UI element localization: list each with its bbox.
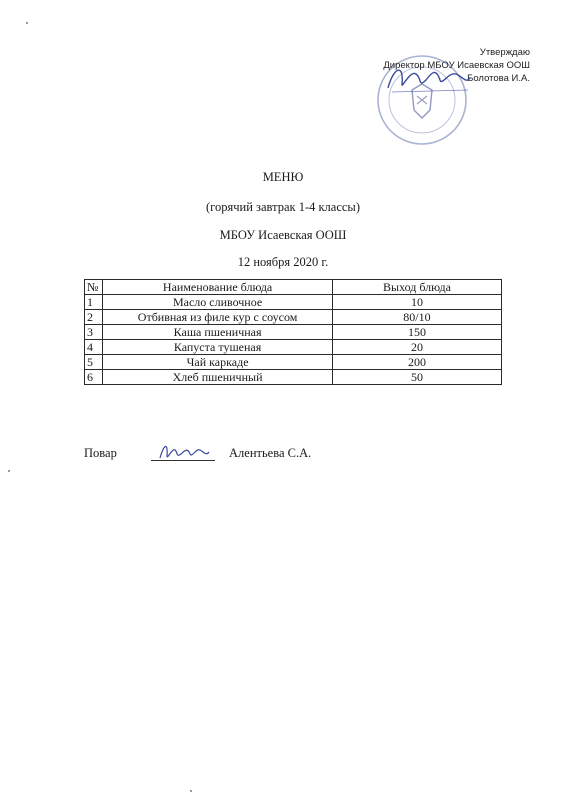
dish-output: 10	[332, 295, 501, 310]
row-number: 1	[85, 295, 103, 310]
dish-name: Чай каркаде	[103, 355, 333, 370]
table-row	[85, 370, 502, 385]
director-signature	[382, 58, 472, 98]
dish-output: 50	[332, 370, 501, 385]
menu-title: МЕНЮ	[262, 170, 304, 184]
dish-output: 150	[332, 325, 501, 340]
dish-name: Каша пшеничная	[103, 325, 333, 340]
table-row	[85, 310, 502, 325]
dish-output: 20	[332, 340, 501, 355]
cook-label: Повар	[84, 446, 117, 460]
cook-signature	[158, 440, 210, 462]
table-row	[85, 295, 502, 310]
dish-output: 200	[332, 355, 501, 370]
row-number: 5	[85, 355, 103, 370]
row-number: 3	[85, 325, 103, 340]
table-row	[85, 340, 502, 355]
dish-name: Масло сливочное	[103, 295, 333, 310]
scan-speck	[190, 790, 192, 792]
row-number: 2	[85, 310, 103, 325]
menu-subtitle: (горячий завтрак 1-4 классы)	[205, 200, 360, 214]
row-number: 4	[85, 340, 103, 355]
school-name: МБОУ Исаевская ООШ	[219, 228, 347, 242]
scan-speck	[26, 22, 28, 24]
signature-line	[151, 460, 215, 461]
column-header-number: №	[85, 280, 103, 295]
table-row	[85, 325, 502, 340]
table-header-row	[85, 280, 502, 295]
menu-table	[84, 279, 502, 385]
cook-name: Алентьева С.А.	[229, 446, 312, 460]
scan-speck	[8, 470, 10, 472]
menu-date: 12 ноября 2020 г.	[237, 255, 329, 269]
column-header-dish: Наименование блюда	[103, 280, 333, 295]
approval-line-name: Болотова И.А.	[467, 73, 530, 84]
table-row	[85, 355, 502, 370]
approval-line-position: Директор МБОУ Исаевская ООШ	[383, 60, 530, 71]
column-header-output: Выход блюда	[332, 280, 501, 295]
dish-name: Отбивная из филе кур с соусом	[103, 310, 333, 325]
approval-line-approve: Утверждаю	[479, 47, 530, 58]
row-number: 6	[85, 370, 103, 385]
dish-output: 80/10	[332, 310, 501, 325]
dish-name: Хлеб пшеничный	[103, 370, 333, 385]
dish-name: Капуста тушеная	[103, 340, 333, 355]
